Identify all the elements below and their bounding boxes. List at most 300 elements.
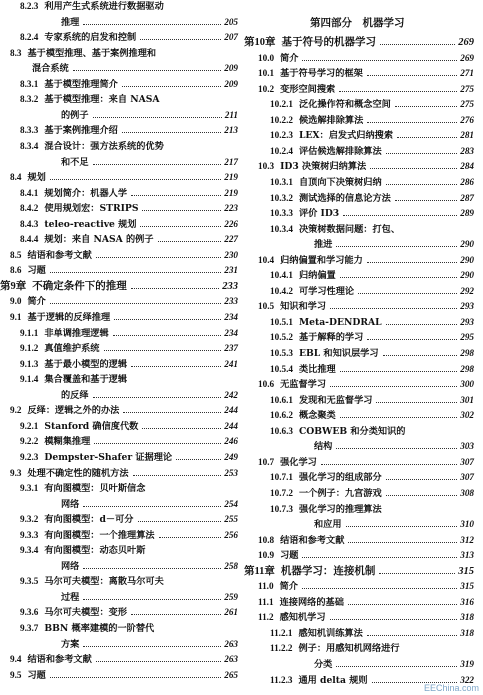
toc-entry-title: 非单调推理逻辑 (44, 327, 109, 339)
toc-entry-number: 10.2.3 (270, 130, 293, 141)
dot-leader (133, 475, 222, 476)
toc-entry[interactable] (0, 110, 238, 121)
toc-entry[interactable] (244, 472, 474, 483)
toc-entry-page: 312 (460, 534, 474, 545)
toc-entry-page: 233 (222, 280, 238, 292)
toc-entry[interactable] (0, 32, 238, 43)
toc-entry[interactable] (0, 514, 238, 525)
toc-entry-title: COBWEB 和分类知识的 (298, 425, 406, 437)
toc-entry-page: 217 (224, 156, 238, 167)
toc-entry[interactable] (244, 301, 474, 312)
toc-entry[interactable] (244, 286, 474, 297)
toc-entry-page: 308 (460, 487, 474, 498)
toc-entry-title: 发现和无监督学习 (298, 394, 373, 406)
toc-entry-title: 知识和学习 (280, 301, 327, 313)
dot-leader (302, 60, 457, 61)
toc-entry-title: 利用产生式系统进行数据驱动 (44, 1, 164, 12)
toc-entry[interactable] (244, 364, 474, 375)
dot-leader (367, 635, 457, 636)
toc-entry-title: 集合覆盖和基于逻辑 (44, 374, 128, 386)
toc-entry-number: 8.4.2 (20, 203, 39, 214)
toc-entry-title: 混合设计：强方法系统的优势 (44, 140, 164, 152)
toc-entry-page: 246 (224, 436, 238, 447)
toc-entry-title: Dempster-Shafer 证据理论 (44, 451, 173, 463)
toc-entry-page: 253 (224, 467, 238, 478)
toc-entry[interactable] (0, 281, 238, 292)
toc-entry-number: 9.3.3 (20, 529, 39, 540)
toc-entry-number: 8.4.3 (20, 218, 39, 229)
toc-entry-page: 263 (224, 638, 238, 649)
toc-entry[interactable] (0, 296, 238, 307)
toc-entry-title: 结构 (314, 441, 333, 453)
toc-entry[interactable] (0, 545, 238, 556)
toc-entry-title: teleo-reactive 规划 (44, 218, 137, 230)
toc-entry-page: 281 (460, 130, 474, 141)
toc-entry[interactable] (0, 421, 238, 432)
toc-entry-title: 分类 (314, 659, 333, 670)
dot-leader (336, 448, 457, 449)
toc-entry[interactable] (0, 639, 238, 650)
toc-entry-page: 302 (460, 410, 474, 421)
toc-entry-page: 298 (460, 348, 474, 358)
toc-entry[interactable] (244, 208, 474, 219)
toc-entry-number: 10.7.2 (270, 487, 293, 498)
toc-entry[interactable] (0, 94, 238, 105)
dot-leader (386, 153, 458, 154)
toc-entry-number: 9.3.2 (20, 514, 39, 525)
toc-entry-title: 网络 (61, 498, 80, 510)
toc-entry[interactable] (0, 499, 238, 510)
toc-entry-title: 无监督学习 (280, 379, 327, 391)
toc-entry[interactable] (0, 125, 238, 136)
toc-entry[interactable] (244, 161, 474, 172)
toc-entry[interactable] (244, 255, 474, 266)
toc-entry-page: 209 (224, 63, 238, 74)
dot-leader (348, 604, 457, 605)
toc-entry[interactable] (0, 530, 238, 541)
toc-entry-number: 10.2.1 (270, 99, 293, 110)
toc-entry-title: 结语和参考文献 (27, 249, 92, 261)
toc-entry-page: 290 (460, 270, 474, 281)
toc-entry[interactable] (0, 328, 238, 339)
dot-leader (383, 355, 458, 356)
toc-entry-page: 234 (224, 312, 238, 322)
toc-entry-number: 9.3.1 (20, 483, 39, 494)
toc-entry[interactable] (244, 410, 474, 421)
toc-entry[interactable] (0, 390, 238, 401)
toc-entry-title: Stanford 确信度代数 (44, 420, 139, 432)
toc-entry-title: 结语和参考文献 (280, 534, 345, 546)
toc-entry[interactable] (244, 348, 474, 359)
toc-entry[interactable] (0, 17, 238, 28)
toc-entry-page: 213 (224, 125, 238, 136)
dot-leader (386, 495, 458, 496)
dot-leader (83, 506, 221, 507)
toc-entry[interactable] (244, 317, 474, 328)
dot-leader (397, 137, 457, 138)
toc-entry-title: 规划：来自 NASA 的例子 (44, 234, 154, 246)
toc-entry[interactable] (0, 188, 238, 199)
toc-entry-page: 231 (224, 265, 238, 276)
toc-entry[interactable] (0, 436, 238, 447)
toc-entry-title: 不确定条件下的推理 (32, 279, 127, 292)
toc-entry[interactable] (244, 193, 474, 204)
toc-entry[interactable] (0, 592, 238, 603)
dot-leader (302, 588, 457, 589)
toc-entry-title: 的例子 (61, 109, 89, 121)
toc-entry-page: 298 (460, 363, 474, 374)
dot-leader (158, 241, 222, 242)
toc-entry-page: 293 (460, 316, 474, 327)
toc-entry[interactable] (244, 457, 474, 468)
toc-entry-title: ID3 决策树归纳算法 (280, 161, 367, 173)
toc-entry-number: 第11章 (244, 565, 275, 577)
dot-leader (83, 646, 221, 647)
toc-entry-title: 简介 (27, 296, 46, 308)
dot-leader (140, 226, 221, 227)
toc-entry[interactable] (244, 550, 474, 561)
dot-leader (93, 117, 222, 118)
toc-entry-page: 271 (460, 68, 474, 79)
part-heading: 第四部分 机器学习 (310, 17, 405, 29)
toc-entry-page: 313 (460, 550, 474, 561)
toc-entry-title: 和不足 (61, 156, 89, 168)
toc-entry-page: 275 (460, 83, 474, 94)
toc-entry-number: 9.1.4 (20, 374, 39, 385)
toc-entry[interactable] (0, 157, 238, 168)
dot-leader (140, 39, 221, 40)
toc-entry-number: 10.6 (258, 379, 275, 390)
toc-entry-number: 10.3.3 (270, 208, 293, 219)
toc-entry-page: 244 (224, 420, 238, 431)
toc-entry-title: 网络 (61, 560, 80, 572)
toc-entry-number: 11.1 (258, 596, 274, 607)
toc-entry-page: 303 (460, 441, 474, 452)
toc-entry[interactable] (0, 654, 238, 665)
toc-entry-title: 习题 (27, 265, 46, 277)
toc-entry-number: 10.5.2 (270, 332, 293, 343)
dot-leader (93, 164, 222, 165)
toc-entry-title: EBL 和知识层学习 (298, 348, 379, 359)
toc-entry-page: 227 (224, 234, 238, 245)
toc-entry-number: 8.3.3 (20, 125, 39, 136)
toc-entry-page: 316 (460, 596, 474, 607)
toc-entry-title: 基于符号学习的框架 (280, 68, 363, 80)
toc-entry[interactable] (0, 250, 238, 261)
dot-leader (386, 479, 458, 480)
toc-entry[interactable] (244, 597, 474, 608)
toc-entry-title: 过程 (61, 591, 80, 603)
toc-entry[interactable] (0, 405, 238, 416)
toc-entry-number: 8.4.4 (20, 234, 39, 245)
dot-leader (83, 599, 221, 600)
toc-entry-title: 的反绎 (61, 389, 89, 401)
toc-entry[interactable] (0, 561, 238, 572)
toc-entry-title: 机器学习：连接机制 (280, 564, 376, 577)
dot-leader (340, 417, 458, 418)
toc-entry[interactable] (244, 643, 474, 654)
toc-entry[interactable] (0, 141, 238, 152)
dot-leader (340, 371, 458, 372)
toc-entry-number: 8.2.4 (20, 32, 39, 43)
toc-entry-title: 变形空间搜索 (280, 83, 336, 95)
toc-entry-title: 有向图模型：贝叶斯信念 (44, 483, 146, 495)
toc-entry-number: 9.3.6 (20, 607, 39, 618)
toc-entry-number: 10.7.3 (270, 503, 293, 514)
dot-leader (302, 557, 457, 558)
toc-entry-page: 310 (460, 519, 474, 530)
toc-entry-page: 209 (224, 78, 238, 89)
dot-leader (340, 277, 458, 278)
dot-leader (367, 339, 457, 340)
toc-entry-page: 292 (460, 285, 474, 296)
toc-entry-page: 211 (224, 109, 238, 120)
dot-leader (336, 666, 457, 667)
dot-leader (131, 614, 221, 615)
toc-entry-page: 322 (460, 674, 474, 685)
toc-entry-number: 11.2.2 (270, 643, 293, 654)
toc-entry[interactable] (0, 483, 238, 494)
toc-entry[interactable] (244, 395, 474, 406)
toc-entry-number: 10.7 (258, 456, 275, 467)
toc-entry-title: 通用 delta 规则 (298, 674, 368, 686)
toc-entry[interactable] (244, 612, 474, 623)
toc-entry-page: 263 (224, 654, 238, 665)
toc-entry-page: 315 (458, 565, 474, 577)
toc-entry[interactable] (0, 48, 238, 59)
toc-entry[interactable] (244, 130, 474, 141)
toc-entry-number: 11.2.3 (270, 674, 293, 685)
toc-entry[interactable] (0, 79, 238, 90)
toc-entry-page: 256 (224, 529, 238, 540)
toc-entry-page: 275 (460, 99, 474, 110)
toc-entry[interactable] (0, 374, 238, 385)
toc-entry-title: 推进 (314, 239, 333, 251)
toc-entry[interactable] (244, 332, 474, 343)
toc-entry-page: 307 (460, 456, 474, 467)
toc-entry[interactable] (244, 177, 474, 188)
toc-entry-title: 处理不确定性的随机方法 (27, 467, 129, 479)
toc-entry-page: 207 (224, 32, 238, 43)
toc-entry-title: 反绎：逻辑之外的办法 (27, 405, 120, 417)
toc-entry-page: 301 (460, 394, 474, 405)
toc-entry[interactable] (244, 535, 474, 546)
toc-entry-title: 强化学习的推理算法 (298, 503, 382, 515)
watermark: EEChina.com (423, 683, 479, 693)
toc-entry-number: 9.4 (10, 654, 22, 665)
toc-entry-page: 318 (460, 612, 474, 623)
toc-entry[interactable] (244, 504, 474, 515)
toc-entry[interactable] (0, 63, 238, 74)
toc-entry-number: 9.0 (10, 296, 22, 307)
toc-entry-page: 269 (460, 52, 474, 63)
toc-entry-title: 混合系统 (32, 63, 69, 75)
toc-entry[interactable] (0, 1, 238, 12)
toc-entry[interactable] (244, 239, 474, 250)
toc-entry-title: 方案 (61, 638, 80, 650)
dot-leader (93, 397, 222, 398)
toc-entry[interactable] (244, 53, 474, 64)
dot-leader (370, 168, 457, 169)
dot-leader (321, 464, 457, 465)
dot-leader (131, 195, 221, 196)
toc-entry[interactable] (244, 84, 474, 95)
dot-leader (367, 262, 457, 263)
dot-leader (142, 428, 221, 429)
toc-entry-title: BBN 概率建模的一阶替代 (44, 623, 155, 634)
toc-entry-number: 11.2 (258, 612, 274, 623)
toc-entry[interactable] (244, 115, 474, 126)
toc-entry[interactable] (244, 146, 474, 157)
dot-leader (94, 443, 221, 444)
toc-entry-title: 决策树数据问题：打包、 (298, 223, 401, 235)
toc-entry-number: 8.4 (10, 172, 22, 183)
toc-entry-title: 习题 (27, 669, 46, 681)
dot-leader (96, 661, 221, 662)
toc-entry-page: 259 (224, 591, 238, 602)
toc-entry[interactable] (0, 670, 238, 681)
toc-entry-page: 261 (224, 607, 238, 618)
toc-entry[interactable] (0, 359, 238, 370)
toc-entry[interactable] (244, 426, 474, 437)
toc-entry-page: 319 (460, 659, 474, 669)
toc-entry[interactable] (0, 219, 238, 230)
toc-entry-page: 318 (460, 627, 474, 638)
toc-entry-number: 8.5 (10, 249, 22, 260)
toc-entry-number: 8.3.1 (20, 78, 39, 89)
toc-entry-page: 219 (224, 187, 238, 198)
dot-leader (122, 132, 221, 133)
toc-entry-number: 10.3.4 (270, 223, 293, 234)
toc-entry[interactable] (0, 172, 238, 183)
toc-entry-page: 276 (460, 114, 474, 125)
toc-entry[interactable] (244, 37, 474, 48)
dot-leader (50, 179, 221, 180)
dot-leader (138, 521, 222, 522)
toc-entry-title: 候选解排除算法 (298, 114, 364, 126)
toc-entry-page: 237 (224, 343, 238, 354)
toc-entry[interactable] (244, 581, 474, 592)
dot-leader (343, 215, 457, 216)
dot-leader (348, 542, 457, 543)
toc-entry-title: 评价 ID3 (298, 208, 340, 220)
dot-leader (367, 75, 457, 76)
toc-entry-title: 和应用 (314, 519, 342, 531)
toc-entry[interactable] (0, 576, 238, 587)
toc-entry-page: 244 (224, 405, 238, 416)
toc-entry-title: 泛化操作符和概念空间 (298, 99, 391, 111)
dot-leader (330, 386, 457, 387)
toc-entry-page: 307 (460, 472, 474, 483)
toc-entry-title: 强化学习 (280, 456, 317, 468)
toc-entry-title: 马尔可夫模型：离散马尔可夫 (44, 576, 164, 588)
toc-entry-page: 269 (458, 37, 474, 48)
dot-leader (395, 200, 457, 201)
toc-entry[interactable] (0, 623, 238, 634)
toc-entry-number: 9.3.5 (20, 576, 39, 587)
toc-entry-page: 249 (224, 451, 238, 462)
toc-entry-page: 241 (224, 358, 238, 369)
dot-leader (114, 319, 221, 320)
toc-entry[interactable] (0, 203, 238, 214)
toc-entry-page: 283 (460, 145, 474, 156)
toc-entry-title: 自顶向下决策树归纳 (298, 176, 382, 188)
toc-entry-number: 10.2.2 (270, 114, 293, 125)
toc-entry-number: 10.8 (258, 534, 275, 545)
toc-entry-page: 258 (224, 560, 238, 571)
toc-entry-title: 真值维护系统 (44, 343, 100, 355)
toc-entry-number: 9.3.4 (20, 545, 39, 556)
toc-entry-title: 连接网络的基础 (279, 596, 344, 608)
toc-entry-number: 8.3.2 (20, 94, 39, 105)
toc-entry[interactable] (0, 452, 238, 463)
toc-entry[interactable] (244, 68, 474, 79)
toc-entry-page: 219 (224, 172, 238, 183)
dot-leader (386, 184, 458, 185)
toc-entry[interactable] (244, 628, 474, 639)
toc-entry[interactable] (244, 519, 474, 530)
toc-entry[interactable] (244, 224, 474, 235)
toc-entry-number: 9.3 (10, 467, 22, 478)
toc-entry-title: 强化学习的组成部分 (298, 472, 382, 484)
toc-entry-number: 10.4.1 (270, 270, 293, 281)
toc-entry-title: 专家系统的启发和控制 (44, 32, 137, 44)
toc-entry-title: 归纳偏置 (298, 270, 336, 282)
toc-entry[interactable] (0, 312, 238, 323)
toc-entry[interactable] (244, 566, 474, 577)
toc-entry-page: 315 (460, 581, 474, 592)
toc-entry[interactable] (244, 659, 474, 670)
toc-entry-number: 11.2.1 (270, 627, 293, 638)
toc-entry-page: 255 (224, 514, 238, 525)
toc-entry-number: 8.3 (10, 47, 22, 58)
toc-entry-page: 286 (460, 176, 474, 187)
toc-entry[interactable] (0, 607, 238, 618)
toc-entry-title: 可学习性理论 (298, 285, 355, 297)
toc-entry[interactable] (244, 488, 474, 499)
toc-entry-title: 模糊集推理 (44, 436, 91, 448)
dot-leader (131, 288, 220, 289)
toc-entry-page: 290 (460, 254, 474, 265)
toc-entry-title: 感知机训练算法 (298, 627, 363, 639)
toc-entry[interactable] (244, 270, 474, 281)
toc-entry[interactable] (244, 379, 474, 390)
toc-entry-title: 简介 (279, 581, 298, 593)
toc-entry[interactable] (0, 234, 238, 245)
toc-entry-number: 第10章 (244, 37, 276, 48)
dot-leader (131, 366, 221, 367)
toc-entry-number: 10.6.2 (270, 410, 293, 421)
toc-entry-page: 242 (224, 389, 238, 400)
toc-entry-number: 10.5 (258, 301, 275, 312)
toc-entry[interactable] (0, 468, 238, 479)
toc-entry-title: 推理 (61, 16, 80, 28)
toc-entry-number: 8.3.4 (20, 140, 39, 151)
toc-entry[interactable] (244, 441, 474, 452)
toc-entry-number: 10.7.1 (270, 472, 293, 483)
toc-entry-title: 感知机学习 (279, 612, 326, 624)
toc-entry-title: 类比推理 (298, 363, 336, 375)
toc-entry-number: 第9章 (0, 280, 27, 292)
toc-entry[interactable] (0, 343, 238, 354)
dot-leader (142, 210, 221, 211)
toc-entry-title: 归纳偏置和学习能力 (280, 254, 363, 266)
dot-leader (123, 412, 221, 413)
dot-leader (379, 573, 455, 574)
toc-entry[interactable] (0, 265, 238, 276)
toc-entry[interactable] (244, 99, 474, 110)
toc-entry-number: 10.9 (258, 550, 275, 561)
